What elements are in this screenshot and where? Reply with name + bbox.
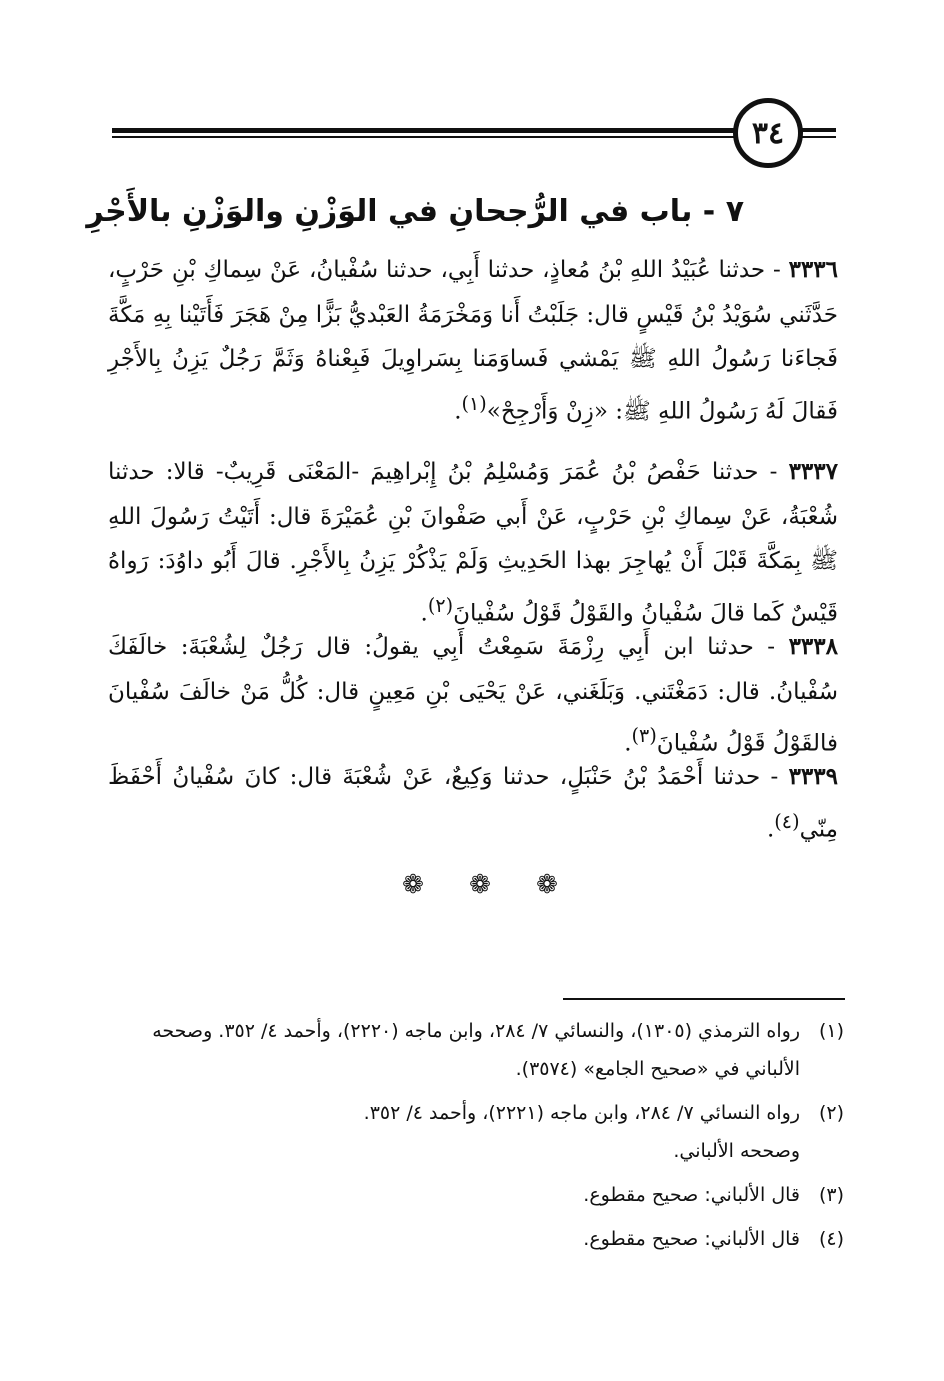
footnote-number: (٣) xyxy=(818,1184,844,1206)
footnote-divider xyxy=(563,998,845,1000)
page-number-badge xyxy=(733,98,803,168)
footnote-continuation: وصححه الألباني. xyxy=(673,1140,800,1162)
footnote xyxy=(108,1094,844,1170)
hadith-text: - حدثنا أَحْمَدُ بْنُ حَنْبَلٍ، حدثنا وَكِيعٌ، عَنْ شُعْبَةَ قال: كانَ سُفْيانُ أَحْفَظَ مِنّي xyxy=(108,764,838,843)
footnote-text: رواه الترمذي (١٣٠٥)، والنسائي ٧/ ٢٨٤، وابن ماجه (٢٢٢٠)، وأحمد ٤/ ٣٥٢. وصححه الألباني في «صحيح الجامع» (٣٥٧٤). xyxy=(152,1020,800,1080)
header-rule-thick xyxy=(112,128,744,133)
footnote xyxy=(108,1012,844,1088)
footnote-number: (٤) xyxy=(818,1228,844,1250)
hadith-text: - حدثنا حَفْصُ بْنُ عُمَرَ وَمُسْلِمُ بْنُ إِبْراهِيمَ -المَعْنَى قَرِيبٌ- قالا: حدثنا شُعْبَةُ، عَنْ سِماكِ بْنِ حَرْبٍ، عَنْ أَبي صَفْوانَ بْنِ عُمَيْرَةَ قال: أَتَيْتُ رَسُولَ اللهِ ﷺ بِمَكَّةَ قَبْلَ أَنْ يُهاجِرَ بهذا الحَدِيثِ وَلَمْ يَذْكُرْ يَزِنُ بِالأَجْرِ. قالَ أَبُو داوُدَ: رَواهُ قَيْسٌ كَما قالَ سُفْيانُ والقَوْلُ قَوْلُ سُفْيانَ xyxy=(108,459,838,627)
footnote-ref: (٣) xyxy=(631,724,657,748)
page-number: ٣٤ xyxy=(751,115,785,151)
footnote-text: رواه النسائي ٧/ ٢٨٤، وابن ماجه (٢٢٢١)، وأحمد ٤/ ٣٥٢. xyxy=(363,1102,800,1124)
hadith-text: - حدثنا ابن أَبِي رِزْمَةَ سَمِعْتُ أَبِي يقولُ: قال رَجُلٌ لِشُعْبَةَ: خالَفَكَ سُفْيانُ. قال: دَمَغْتَني. وَبَلَغَني، عَنْ يَحْيَى بْنِ مَعِينٍ قال: كُلُّ مَنْ خالَفَ سُفْيانَ فالقَوْلُ قَوْلُ سُفْيانَ xyxy=(108,634,838,757)
star-ornament-icon: ❁ xyxy=(469,870,491,900)
hadith-paragraph: ٣٣٣٧ - حدثنا حَفْصُ بْنُ عُمَرَ وَمُسْلِمُ بْنُ إِبْراهِيمَ -المَعْنَى قَرِيبٌ- قالا: حدثنا شُعْبَةُ، عَنْ سِماكِ بْنِ حَرْبٍ، عَنْ أَبي صَفْوانَ بْنِ عُمَيْرَةَ قال: أَتَيْتُ رَسُولَ اللهِ ﷺ بِمَكَّةَ قَبْلَ أَنْ يُهاجِرَ بهذا الحَدِيثِ وَلَمْ يَذْكُرْ يَزِنُ بِالأَجْرِ. قالَ أَبُو داوُدَ: رَواهُ قَيْسٌ كَما قالَ سُفْيانُ والقَوْلُ قَوْلُ سُفْيانَ$^{(٢)}$. xyxy=(108,458,838,627)
hadith-paragraph: ٣٣٣٩ - حدثنا أَحْمَدُ بْنُ حَنْبَلٍ، حدثنا وَكِيعٌ، عَنْ شُعْبَةَ قال: كانَ سُفْيانُ أَحْفَظَ مِنّي$^{(٤)}$. xyxy=(108,763,838,843)
hadith-number: ٣٣٣٧ xyxy=(788,458,838,485)
footnote-ref: (٤) xyxy=(774,809,800,833)
header-rule xyxy=(112,128,744,139)
footnote-number: (٢) xyxy=(818,1102,844,1124)
footnote-body xyxy=(108,1094,800,1170)
footnote-ref: (٢) xyxy=(427,593,454,617)
chapter-title: ٧ - باب في الرُّجحانِ في الوَزْنِ والوَزْنِ بالأَجْرِ xyxy=(86,194,744,229)
section-separator xyxy=(400,870,560,900)
hadith-paragraph: ٣٣٣٨ - حدثنا ابن أَبِي رِزْمَةَ سَمِعْتُ أَبِي يقولُ: قال رَجُلٌ لِشُعْبَةَ: خالَفَكَ سُفْيانُ. قال: دَمَغْتَني. وَبَلَغَني، عَنْ يَحْيَى بْنِ مَعِينٍ قال: كُلُّ مَنْ خالَفَ سُفْيانَ فالقَوْلُ قَوْلُ سُفْيانَ$^{(٣)}$. xyxy=(108,633,838,757)
footnote xyxy=(108,1176,844,1214)
hadith-number: ٣٣٣٩ xyxy=(788,763,838,790)
hadith-number: ٣٣٣٦ xyxy=(788,256,838,283)
footnotes xyxy=(108,1012,844,1264)
footnote-text: قال الألباني: صحيح مقطوع. xyxy=(583,1184,800,1206)
footnote-ref: (١) xyxy=(461,391,487,415)
star-ornament-icon: ❁ xyxy=(536,870,558,900)
footnote xyxy=(108,1220,844,1258)
hadith-paragraph: ٣٣٣٦ - حدثنا عُبَيْدُ اللهِ بْنُ مُعاذٍ، حدثنا أَبِي، حدثنا سُفْيانُ، عَنْ سِماكِ بْنِ حَرْبٍ، حَدَّثَني سُوَيْدُ بْنُ قَيْسٍ قال: جَلَبْتُ أَنا وَمَخْرَمَةُ العَبْديُّ بَزًّا مِنْ هَجَرَ فَأَتَيْنا بِهِ مَكَّةَ فَجاءَنا رَسُولُ اللهِ ﷺ يَمْشي فَساوَمَنا بِسَراوِيلَ فَبِعْناهُ وَثَمَّ رَجُلٌ يَزِنُ بِالأَجْرِ فَقالَ لَهُ رَسُولُ اللهِ ﷺ: «زِنْ وَأَرْجِحْ»$^{(١)}$. xyxy=(108,256,838,425)
hadith-number: ٣٣٣٨ xyxy=(788,633,838,660)
hadith-text: - حدثنا عُبَيْدُ اللهِ بْنُ مُعاذٍ، حدثنا أَبِي، حدثنا سُفْيانُ، عَنْ سِماكِ بْنِ حَرْبٍ، حَدَّثَني سُوَيْدُ بْنُ قَيْسٍ قال: جَلَبْتُ أَنا وَمَخْرَمَةُ العَبْديُّ بَزًّا مِنْ هَجَرَ فَأَتَيْنا بِهِ مَكَّةَ فَجاءَنا رَسُولُ اللهِ ﷺ يَمْشي فَساوَمَنا بِسَراوِيلَ فَبِعْناهُ وَثَمَّ رَجُلٌ يَزِنُ بِالأَجْرِ فَقالَ لَهُ رَسُولُ اللهِ ﷺ: «زِنْ وَأَرْجِحْ» xyxy=(108,257,838,425)
star-ornament-icon: ❁ xyxy=(402,870,424,900)
footnote-text: قال الألباني: صحيح مقطوع. xyxy=(583,1228,800,1250)
header-rule-thin xyxy=(112,136,744,138)
footnote-number: (١) xyxy=(818,1020,844,1042)
